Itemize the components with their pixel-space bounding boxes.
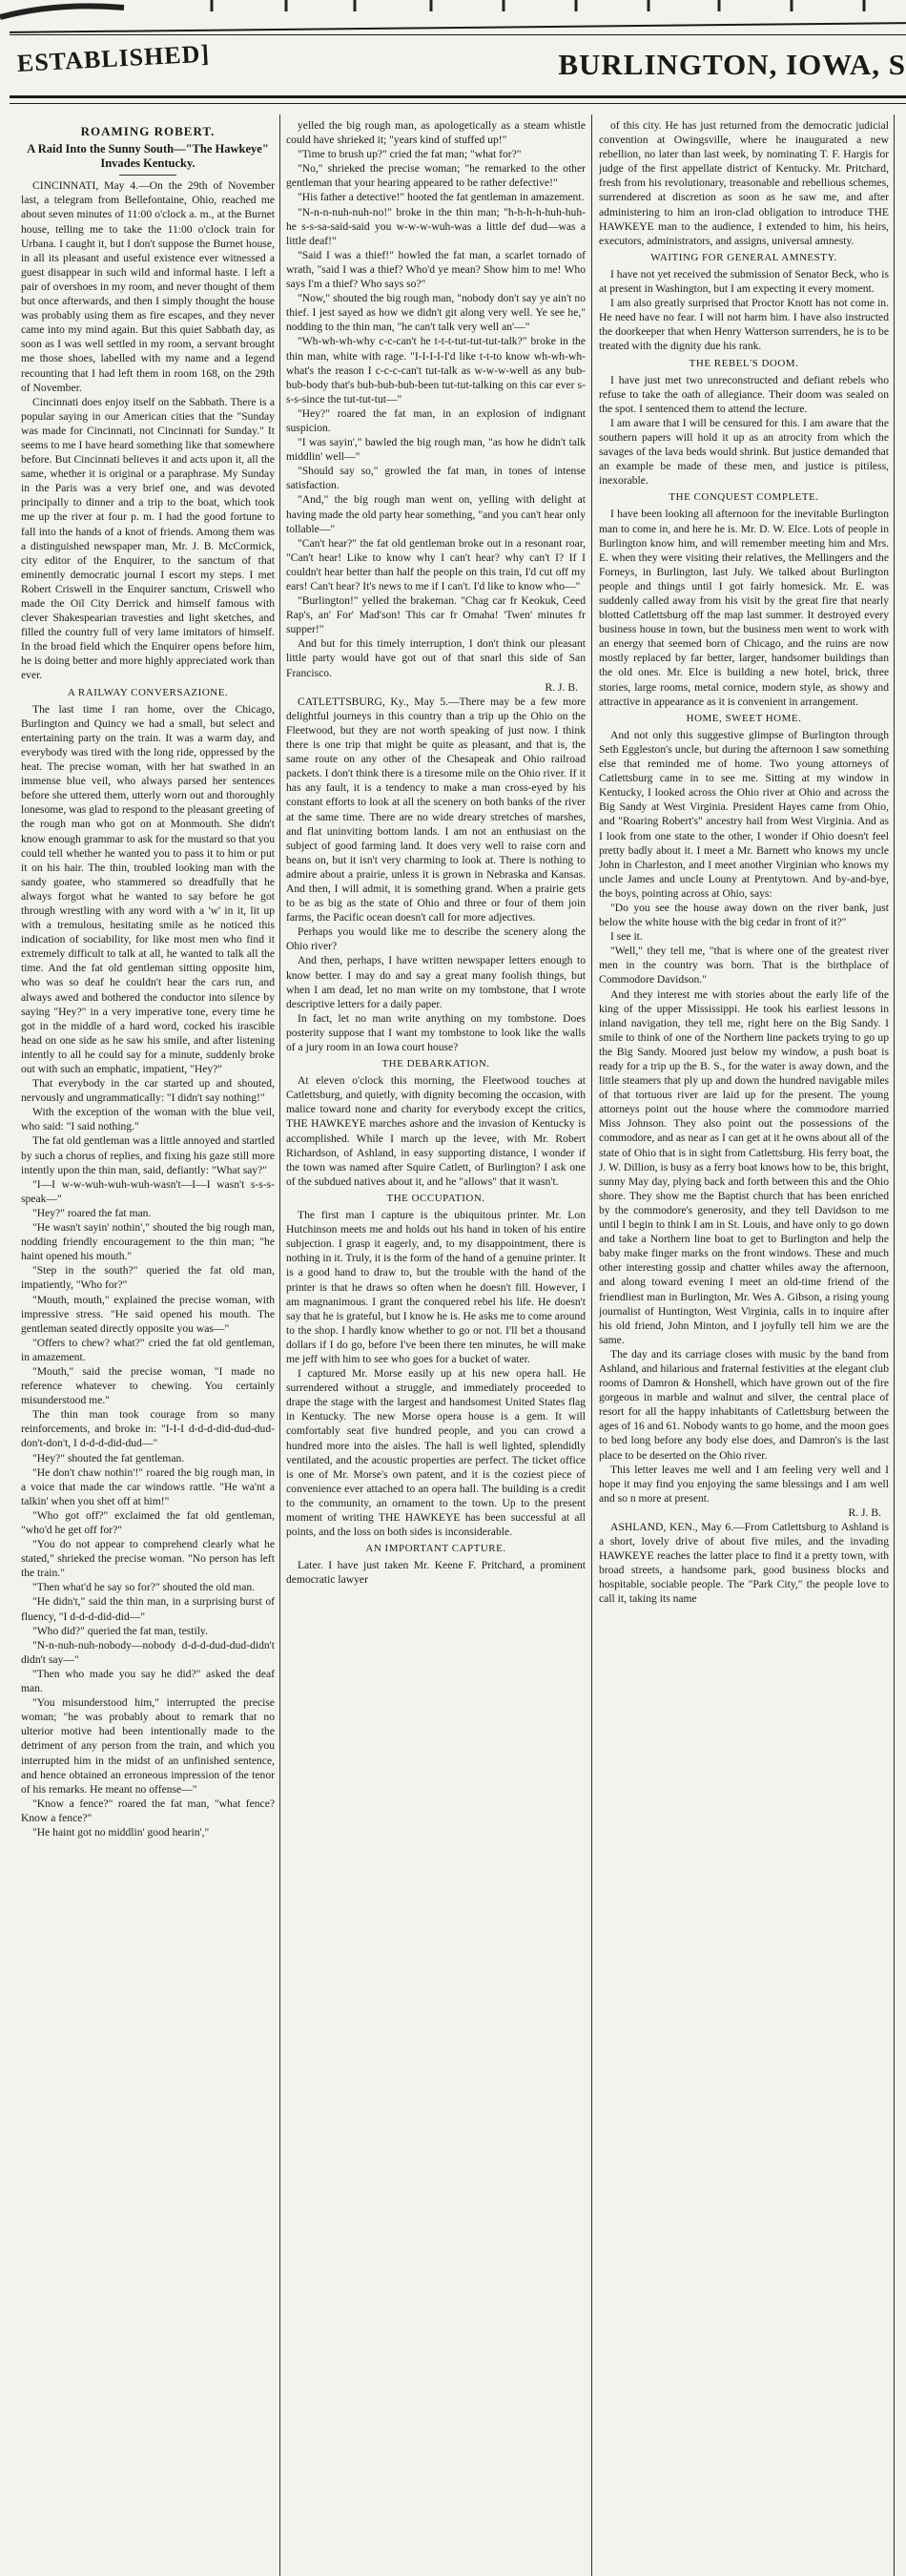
- article-paragraph: "Time to brush up?" cried the fat man; "what for?": [298, 148, 522, 161]
- masthead-ornament: [0, 0, 906, 21]
- article-paragraph: "He haint got no middlin' good hearin',": [32, 1825, 210, 1839]
- article-paragraph: "Who got off?" exclaimed the fat old gentleman, "who'd he get off for?": [21, 1508, 275, 1536]
- masthead-bottom-rule-thin: [10, 103, 906, 104]
- article-paragraph: "Hey?" shouted the fat gentleman.: [32, 1451, 185, 1465]
- article-paragraph: ASHLAND, KEN., May 6.—From Catlettsburg to Ashland is a short, lovely drive of about five miles, and the invading HAWKEYE reaches the latter place to find it a pretty town, with broad streets, a handsome park, good business blocks and hospitable, sociable people. The "Park City," the people love to call it, taking its name: [599, 1521, 889, 1606]
- article-paragraph: "Well," they tell me, "that is where one of the greatest river men in the country was born. That is the birthplace of Commodore Davidson.": [599, 945, 889, 987]
- article-paragraph: I am aware that I will be censured for this. I am aware that the southern papers will hold it up as an atrocity from which the savages of the lava beds would shrink. But justice demanded that an example be made of these men, and justice is pitiless, inexorable.: [599, 416, 889, 488]
- article-paragraph: "Now," shouted the big rough man, "nobody don't say ye ain't no thief. I jest sayed as how we didn't git along very well. Ye see he," nodding to the thin man, "he can't talk very well an'—": [286, 292, 586, 334]
- article-paragraph: "N-n-n-nuh-nuh-no!" broke in the thin man; "h-h-h-h-huh-huh-he s-s-sa-said-said you w-w-w-wuh-was a little def dud—was a little deaf!": [286, 205, 586, 247]
- article-paragraph: "Wh-wh-wh-why c-c-can't he t-t-t-tut-tut-tut-talk?" broke in the thin man, white with rage. "I-I-I-I-I'd like t-t-to know wh-wh-wh-what's the reason I c-c-c-can't tut-talk as w-w-w-well as any bub-bub-body that's bub-bub-bub-been tut-tut-talking on this car ever s-s-s-since the tut-tut-tut—": [286, 335, 586, 405]
- masthead-dateline: BURLINGTON, IOWA, S: [558, 48, 906, 81]
- article-paragraph: That everybody in the car started up and shouted, nervously and ungrammatically: "I didn't say nothing!": [21, 1077, 275, 1105]
- column-2: [286, 118, 586, 2576]
- article-paragraph: I see it.: [610, 930, 643, 944]
- article-paragraph: "Step in the south?" queried the fat old man, impatiently, "Who for?": [21, 1264, 275, 1292]
- article-paragraph: And then, perhaps, I have written newspaper letters enough to know better. I may do and say a great many foolish things, but when I am dead, let no man write on my tombstone, that I wrote descriptive letters for a daily paper.: [286, 954, 586, 1010]
- article-paragraph: Cincinnati does enjoy itself on the Sabbath. There is a popular saying in our American cities that the "Sunday was made for Cincinnati, not Cincinnati for Sunday." It seems to me I have heard something like that somewhere before. But Cincinnati believes it and acts upon it, all the same, whether it is original or a paraphrase. My Sunday in the Paris was a very brief one, and was devoted principally to dinner and a trip to the boat, which took me up the river at four p. m. I had the good fortune to fall into the hands of a knot of friends. Among them was a distinguished newspaper man, Mr. J. B. McCormick, city editor of the Enquirer, to the sanctum of that eminently democratic journal I escort my steps. I met Robert Criswell in the Enquirer sanctum, Criswell who made the Oil City Derrick and himself famous with clever Shakespearian travesties and light sketches, and filled the country full of very lame imitators of himself. In the broad field which the Enquirer opens before him, he is doing better and more highly appreciated work than ever.: [21, 395, 275, 682]
- divider: [119, 175, 176, 176]
- author-signature: R. J. B.: [848, 1506, 881, 1519]
- section-heading: WAITING FOR GENERAL AMNESTY.: [650, 251, 837, 263]
- article-paragraph: The thin man took courage from so many reinforcements, and broke in: "I-I-I d-d-d-did-dud-dud-don't-don't, I d-d-d-did-dud—": [21, 1408, 275, 1450]
- article-paragraph: of this city. He has just returned from the democratic judicial convention at Owingsville, where he inaugurated a new rebellion, no later than last week, by nominating T. F. Hargis for judge of the first appellate district of Kentucky. Mr. Pritchard, fresh from his revolutionary, treasonable and rebellious schemes, surrendered at discretion as soon as he saw me, and after administering to him an iron-clad obligation to introduce THE HAWKEYE man to the audience, I extended to him, his heirs, executors, administrators, and assigns, universal amnesty.: [599, 119, 889, 247]
- article-paragraph: yelled the big rough man, as apologetically as a steam whistle could have shrieked it; "years kind of stuffed up!": [286, 119, 586, 147]
- section-heading: THE CONQUEST COMPLETE.: [669, 491, 819, 504]
- article-paragraph: And they interest me with stories about the early life of the king of the upper Mississippi. He took his earliest lessons in inland navigation, they tell me, right here on the Big Sandy. I smile to think of one of the Northern line packets trying to go up the Big Sandy. Moored just below my window, a push boat is ready for a trip up the B. S., for the water is away down, and the little steamers that ply up and down the hundred navigable miles of that tortuous river are laid up for the present. The young attorneys point out the house where the commodore married Miss Johnson. They also point out the possessions of the commodore, and as near as I can get at it he owns about all of the state of Ohio that is in sight from Catlettsburg. His ferry boat, the J. W. Dillion, is busy as a ferry boat knows how to be, this bright, sunny May day, plying back and forth between this and the Ohio shore. They show me the Baptist church that has been enriched by the commodore's generosity, and they tell Davidson to me until I begin to think I am in St. Louis, and have only to go down and take a Northern line boat to get to Burlington and help the baby make finger marks on the front windows. These and much other interesting gossip and chatter whiles away the afternoon, and along toward evening I meet an old-time friend of the friendliest man in Burlington, Mr. Wes A. Gibson, a rising young journalist of Huntington, West Virginia, calls in to inquire after his old friend, John Minton, and I joyfully tell him we are the same.: [599, 987, 889, 1346]
- column-divider: [591, 114, 592, 2576]
- article-paragraph: "Then who made you say he did?" asked the deaf man.: [21, 1667, 275, 1695]
- article-paragraph: Perhaps you would like me to describe the scenery along the Ohio river?: [286, 925, 586, 953]
- section-heading: AN IMPORTANT CAPTURE.: [365, 1543, 506, 1555]
- article-paragraph: "Burlington!" yelled the brakeman. "Chag car fr Keokuk, Ceed Rap's, an' For' Mad'son! This car fr Omaha! 'Twen' minutes fr supper!": [286, 594, 586, 636]
- article-paragraph: "Know a fence?" roared the fat man, "what fence? Know a fence?": [21, 1797, 275, 1824]
- article-paragraph: "Hey?" roared the fat man.: [32, 1206, 152, 1219]
- article-paragraph: I have just met two unreconstructed and defiant rebels who refuse to take the oath of allegiance. Their doom was sealed on the spot. I sentenced them to attend the lecture.: [599, 373, 889, 415]
- article-paragraph: "Mouth," said the precise woman, "I made no reference whatever to chewing. You certainly misunderstood me.": [21, 1364, 275, 1407]
- article-paragraph: "N-n-nuh-nuh-nobody—nobody d-d-d-dud-dud-didn't didn't say—": [21, 1638, 275, 1666]
- section-heading: HOME, SWEET HOME.: [686, 712, 802, 724]
- article-paragraph: "You misunderstood him," interrupted the precise woman; "he was probably about to remark that no ulterior motive had been intentionally made to the detriment of any person from the train, and which you interrupted him in the midst of an unfinished sentence, and hence obtained an erroneous impression of the tenor of his remarks. He meant no offense—": [21, 1696, 275, 1796]
- article-paragraph: "Offers to chew? what?" cried the fat old gentleman, in amazement.: [21, 1336, 275, 1363]
- article-paragraph: Later. I have just taken Mr. Keene F. Pritchard, a prominent democratic lawyer: [286, 1559, 586, 1587]
- column-1: [21, 118, 275, 2576]
- column-divider: [279, 114, 280, 2576]
- section-heading: A RAILWAY CONVERSAZIONE.: [67, 686, 229, 698]
- article-paragraph: CATLETTSBURG, Ky., May 5.—There may be a few more delightful journeys in this country than a trip up the Ohio on the Fleetwood, but they are not worth speaking of just now. I think there is one trip that might be quite as pleasant, and that is, the same route on any other of the Chesapeak and Ohio railroad packets. I don't think there is a tiresome mile on the Ohio river. If it has any fault, it is a tendency to make a man cross-eyed by his constant efforts to look at all the scenery on both banks of the river at the same time. There are no wide dreary stretches of marshes, and flat uninviting bottom lands. I am not an enthusiast on the subject of good farming land. It does very well to raise corn and beans on, but it isn't very charming to look at. There is nothing to admire about a prairie, unless it is grown in Nebraska and Kansas. And then, I will admit, it is something grand. When a prairie gets to be as big as the state of Ohio and three or four of them join farms, the Pacific ocean doesn't call for more adjectives.: [286, 695, 586, 924]
- article-paragraph: With the exception of the woman with the blue veil, who said: "I said nothing.": [21, 1106, 275, 1133]
- article-paragraph: The first man I capture is the ubiquitous printer. Mr. Lon Hutchinson meets me and holds out his hand in token of his entire subjection. I grasp it eagerly, and, to my disappointment, there is nothing in it. Truly, it is the form of the hand of a genuine printer. It is a good hand to draw to, but the trouble with the hand of the printer is that he draws so often when he doesn't fill. However, I am magnanimous. I grant the conquered rebel his life. He doesn't say that he is grateful, but I know he is. He asks me to come around to the shop. I hardly know whether to go or not. I'll bet a thousand dollars if I do go, before I've been there ten minutes, he will make me jeff with him to see who goes for a bucket of water.: [286, 1209, 586, 1365]
- article-paragraph: "Hey?" roared the fat man, in an explosion of indignant suspicion.: [286, 406, 586, 434]
- article-paragraph: And not only this suggestive glimpse of Burlington through Seth Eggleston's uncle, but during the afternoon I saw something else that reminded me of home. Two young attorneys of Catlettsburg came in to see me. Sitting at my window in Kentucky, I looked across the Ohio river at Ohio and across the Big Sandy at West Virginia. President Hayes came from Ohio, and "Roaring Robert's" ancestry hail from West Virginia. And as I look from one state to the other, I wonder if Ohio doesn't feel pretty badly about it. I meet a Mr. Barnett who knows my uncle John in Charleston, and I meet another Virginian who knows my uncle James and uncle Louny at Prentytown. And by-and-bye, the boys, pointing across at Ohio, says:: [599, 728, 889, 900]
- column-divider: [894, 114, 895, 2576]
- article-paragraph: "Said I was a thief!" howled the fat man, a scarlet tornado of wrath, "said I was a thief? Who'd ye mean? Show him to me! Who says I'm a thief? Who says so?": [286, 248, 586, 291]
- article-paragraph: "I—I w-w-wuh-wuh-wuh-wasn't—I—I wasn't s-s-s-speak—": [21, 1177, 275, 1205]
- article-paragraph: This letter leaves me well and I am feeling very well and I hope it may find you enjoying the same blessings and I am well and so n more at present.: [599, 1463, 889, 1505]
- author-signature: R. J. B.: [545, 680, 578, 694]
- article-paragraph: "He didn't," said the thin man, in a surprising burst of fluency, "I d-d-d-did-did—": [21, 1595, 275, 1623]
- article-paragraph: "Can't hear?" the fat old gentleman broke out in a resonant roar, "Can't hear! Like to know why I can't hear? why can't I? If I couldn't hear better than half the people on this train, I'd cut off my ears! Can't hear? It's news to me if I can't. I'd like to know who—": [286, 536, 586, 592]
- masthead-established: ESTABLISHED]: [16, 39, 211, 77]
- article-paragraph: "Mouth, mouth," explained the precise woman, with impressive stress. "He said opened his mouth. The gentleman seated directly opposite you was—": [21, 1293, 275, 1335]
- masthead-bottom-rule: [10, 95, 906, 98]
- masthead-top-rule: [10, 22, 906, 33]
- article-paragraph: "Then what'd he say so for?" shouted the old man.: [32, 1581, 256, 1594]
- masthead-top-rule-thin: [10, 34, 906, 35]
- article-paragraph: I am also greatly surprised that Proctor Knott has not come in. He need have no fear. I will not harm him. I have also instructed the doorkeeper that when Henry Watterson surrenders, he is to be treated with the dignity due his rank.: [599, 297, 889, 353]
- article-paragraph: The last time I ran home, over the Chicago, Burlington and Quincy we had a small, but select and entertaining party on the train. It was a warm day, and everybody was tired with the long ride, oppressed by the heat. The precise woman, with her hat swathed in an immense blue veil, who always parsed her sentences before she uttered them, utterly worn out and thoroughly lonesome, was glad to respond to the pleasant greeting of the rough man who got on at Monmouth. She didn't know enough grammar to ask for the mustard so that you could tell whether he wanted you to pass it to him or put it on his hair. The thin, troubled looking man with the sandy goatee, who stammered so dreadfully that he always forgot what he wanted to say before he got through wrestling with any word with a 'w' in it, lit up with a tremulous, hesitating smile as he noticed this indication of sociability, for like most men who find it extremely difficult to talk at all, he wanted to talk all the time. And the fat old gentleman sitting opposite him, who was so deaf he couldn't hear the cars run, and always awed and bothered the conductor into silence by saying "Hey?" in a very imperative tone, every time he got in the middle of a hard word, cocked his irascible head on one side as he saw his smile, and after listening intently to all he could say for a minute, suddenly broke out with such an emphatic, impatient, "Hey?": [21, 702, 275, 1075]
- article-paragraph: At eleven o'clock this morning, the Fleetwood touches at Catlettsburg, and quietly, with dignity becoming the occasion, with malice toward none and charity for everybody except the critics, THE HAWKEYE marches ashore and the invasion of Kentucky is accomplished. While I march up the levee, with Mr. Robert Richardson, of Ashland, in easy supporting distance, I wonder if the town was named after Squire Catlett, of Burlington? I ask one of the subdued natives about it, and he "allows" that it wasn't.: [286, 1074, 586, 1188]
- section-heading: THE OCCUPATION.: [386, 1192, 485, 1204]
- article-paragraph: "Should say so," growled the fat man, in tones of intense satisfaction.: [286, 465, 586, 492]
- article-paragraph: "No," shrieked the precise woman; "he remarked to the other gentleman that your hearing appeared to be rather defective!": [286, 162, 586, 190]
- article-paragraph: CINCINNATI, May 4.—On the 29th of November last, a telegram from Bellefontaine, Ohio, reached me about seven minutes of 11:00 o'clock a. m., at the Burnet house, telling me to take the 11:00 o'clock train for Urbana. I caught it, but I don't suppose the Burnet house, in all its pleasant and useful existence ever witnessed a guest disappear in such wild and informal haste. I left a pair of overshoes in my room, and never thought of them but once afterwards, and then I simply thought the house was probably using them as fire escapes, and they never came into my mind again. But this quiet Sabbath day, as soon as I was well settled in my room, a servant brought me those shoes, labelled with my name and a legend recounting that I had left them in room 168, on the 29th of November.: [21, 179, 275, 394]
- article-paragraph: "He wasn't sayin' nothin'," shouted the big rough man, nodding friendly encouragement to the thin man; "he haint opened his mouth.": [21, 1221, 275, 1263]
- article-paragraph: "You do not appear to comprehend clearly what he stated," shrieked the precise woman. "No person has left the train.": [21, 1538, 275, 1580]
- article-paragraph: The fat old gentleman was a little annoyed and startled by such a chorus of replies, and fixing his gaze still more intently upon the thin man, said, defiantly: "What say?": [21, 1134, 275, 1176]
- article-paragraph: "Who did?" queried the fat man, testily.: [32, 1624, 208, 1637]
- article-paragraph: "And," the big rough man went on, yelling with delight at having made the old party hear something, "and you can't hear only tollable—": [286, 493, 586, 535]
- article-paragraph: I have not yet received the submission of Senator Beck, who is at present in Washington, but I am expecting it every moment.: [599, 267, 889, 296]
- article-paragraph: The day and its carriage closes with music by the band from Ashland, and hilarious and fraternal festivities at the elegant club rooms of Damron & Honshell, which have grown out of the fire gorgeous in marble and walnut and silver, the central place of resort for all the happy inhabitants of Catlettsburg between the ages of 16 and 61. Nobody wants to go home, and the moon goes to bed long before any body else does, and Damron's is the last place to be deserted on the Ohio river.: [599, 1347, 889, 1462]
- section-heading: THE REBEL'S DOOM.: [689, 357, 799, 369]
- article-title: ROAMING ROBERT.: [80, 124, 216, 138]
- article-paragraph: I captured Mr. Morse easily up at his new opera hall. He surrendered without a struggle, and immediately proceeded to drape the stage with the largest and handsomest United States flag in Kentucky. The new Morse opera house is a gem. It will comfortably seat five hundred people, and you can crowd a hundred more into the aisles. The hall is well lighted, splendidly ventilated, and the acoustic properties are perfect. The ticket office is one of Mr. Morse's own patent, and it is the coziest piece of convenience ever attached to an opera hall. The building is a credit to the community, an ornament to the town. Up to the present moment of writing THE HAWKEYE has been successful at all points, and the loss on both sides is inconsiderable.: [286, 1367, 586, 1539]
- section-heading: THE DEBARKATION.: [381, 1058, 490, 1070]
- article-paragraph: In fact, let no man write anything on my tombstone. Does posterity suppose that I want my tombstone to look like the walls of a jury room in an Iowa court house?: [286, 1011, 586, 1053]
- article-paragraph: "I was sayin'," bawled the big rough man, "as how he didn't talk middlin' well—": [286, 436, 586, 464]
- article-paragraph: And but for this timely interruption, I don't think our pleasant little party would have got out of that snarl this side of San Francisco.: [286, 637, 586, 679]
- article-subtitle: A Raid Into the Sunny South—"The Hawkeye" Invades Kentucky.: [27, 142, 269, 171]
- column-3: [599, 118, 889, 2576]
- article-paragraph: "He don't chaw nothin'!" roared the big rough man, in a voice that made the car windows rattle. "He wa'nt a talkin' when you shet off at him!": [21, 1465, 275, 1507]
- article-paragraph: "Do you see the house away down on the river bank, just below the white house with the big cedar in front of it?": [599, 901, 889, 929]
- article-paragraph: "His father a detective!" hooted the fat gentleman in amazement.: [298, 191, 585, 204]
- article-paragraph: I have been looking all afternoon for the inevitable Burlington man to come in, and here he is. Mr. D. W. Elce. Lots of people in Burlington know him, and will remember meeting him and Mrs. E. when they were visiting their relatives, the Mellingers and the Forneys, in Burlington, last July. We talked about Burlington people and things until I got fairly homesick. Mr. E. was suddenly called away from his visit by the great fire that nearly blotted Catlettsburg off the map last summer. It destroyed every business house in town, but the business men went to work with an energy that seemed born of Chicago, and the ruins are now mostly replaced by far better, larger, handsomer buildings than the old ones. Mr. Elce is building a new hotel, brick, three stories, large rooms, metal cornice, modern style, as showy and attractive in appearance as it is convenient in arrangement.: [599, 508, 889, 708]
